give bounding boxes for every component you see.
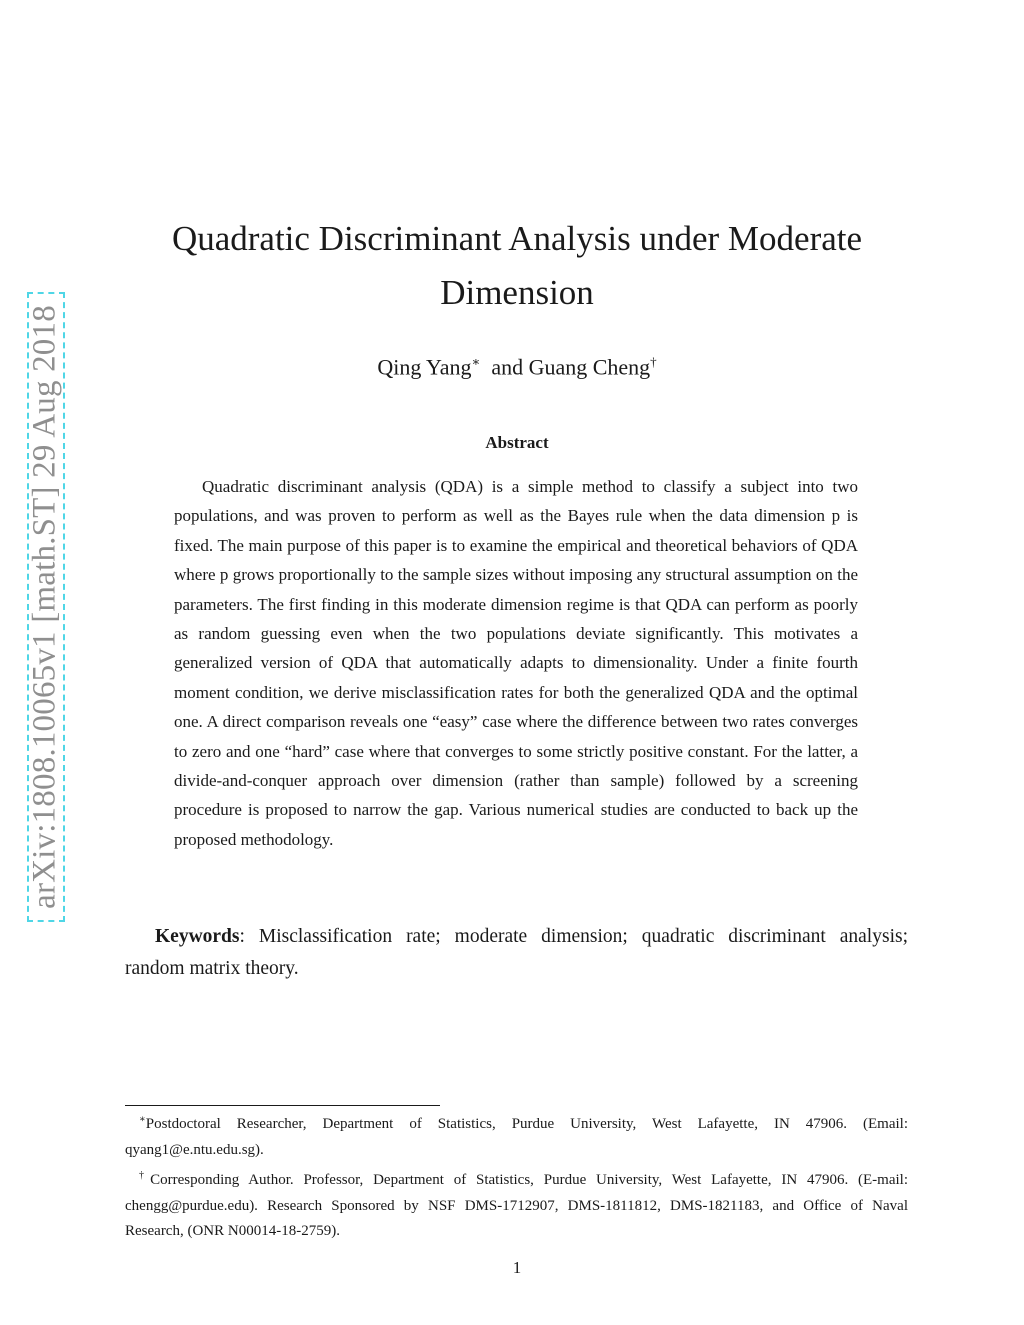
footnote xyxy=(125,1107,908,1163)
footnote xyxy=(125,1163,908,1245)
keywords-label: Keywords xyxy=(155,926,240,947)
abstract-body: Quadratic discriminant analysis (QDA) is a simple method to classify a subject into two populations, and was proven to perform as well as the Bayes rule when the data dimension p is fixed. The main purpose of this paper is to examine the empirical and theoretical behaviors of QDA where p grows proportionally to the sample sizes without imposing any structural assumption on the parameters. The first finding in this moderate dimension regime is that QDA can perform as poorly as random guessing even when the two populations deviate significantly. This motivates a generalized version of QDA that automatically adapts to dimensionality. Under a finite fourth moment condition, we derive misclassification rates for both the generalized QDA and the optimal one. A direct comparison reveals one “easy” case where the difference between two rates converges to zero and one “hard” case where that converges to some strictly positive constant. For the latter, a divide-and-conquer approach over dimension (rather than sample) followed by a screening procedure is proposed to narrow the gap. Various numerical studies are conducted to back up the proposed methodology. xyxy=(174,477,858,849)
page-number: 1 xyxy=(512,1258,522,1277)
footnote-divider xyxy=(125,1105,440,1106)
author-line xyxy=(130,345,904,384)
paper-title: Quadratic Discriminant Analysis under Moderate Dimension xyxy=(171,219,863,312)
footnote-marker: † xyxy=(139,1170,151,1181)
author-conjunction: and xyxy=(491,354,524,380)
footnote-marker: ∗ xyxy=(139,1114,146,1125)
footnotes xyxy=(125,1107,908,1245)
keywords-text: : Misclassification rate; moderate dimension; quadratic discriminant analysis; random matrix theory. xyxy=(125,926,908,979)
footnote-text: Corresponding Author. Professor, Department of Statistics, Purdue University, West Lafayette, IN 47906. (E-mail: chengg@purdue.edu). Research Sponsored by NSF DMS-1712907, DMS-1811812, DMS-1821183, and Office of Naval Research, (ONR N00014-18-2759). xyxy=(125,1172,909,1239)
footnote-marker: ∗ xyxy=(471,354,481,369)
author-name: Guang Cheng xyxy=(528,354,651,380)
abstract-heading: Abstract xyxy=(485,433,549,452)
footnote-marker: † xyxy=(650,354,657,369)
footnote-text: Postdoctoral Researcher, Department of Statistics, Purdue University, West Lafayette, IN 47906. (Email: qyang1@e.ntu.edu.sg). xyxy=(125,1116,908,1158)
keywords-paragraph xyxy=(125,921,908,985)
arxiv-identifier: arXiv:1808.10065v1 [math.ST] 29 Aug 2018 xyxy=(26,305,63,909)
author-name: Qing Yang xyxy=(377,354,472,380)
